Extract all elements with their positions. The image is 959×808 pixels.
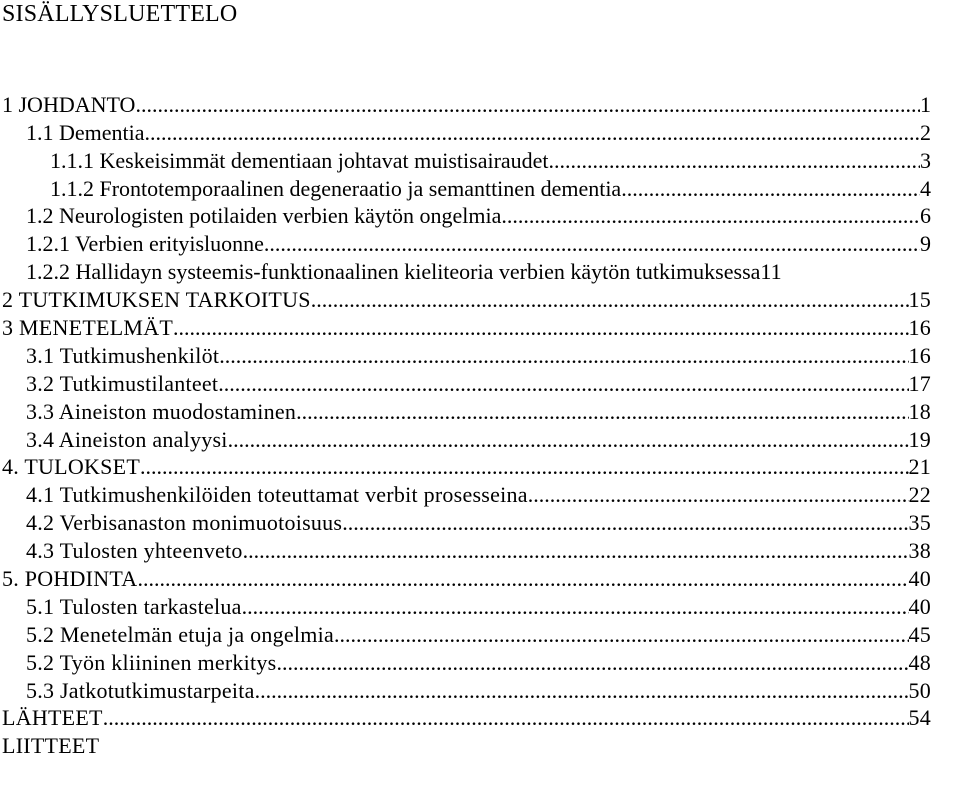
toc-entry-page: 6 [920, 203, 931, 229]
toc-entry-label: 5.2 Menetelmän etuja ja ongelmia [26, 621, 334, 647]
toc-leader-dots [228, 426, 909, 453]
toc-entry-page: 50 [908, 677, 931, 703]
toc-entry-jatkotutkimustarpeita[interactable] [0, 676, 959, 704]
toc-entry-page: 38 [908, 538, 931, 564]
toc-leader-dots [264, 230, 920, 257]
toc-entry-page: 11 [760, 259, 782, 285]
toc-entry-etuja-ongelmia[interactable] [0, 620, 959, 648]
toc-entry-label: 5.1 Tulosten tarkastelua [26, 593, 242, 619]
toc-entry-page: 40 [908, 593, 931, 619]
toc-entry-label: 2 TUTKIMUKSEN TARKOITUS [2, 287, 311, 313]
toc-entry-aineiston-analyysi[interactable] [0, 425, 959, 453]
toc-entry-frontotemporaalinen[interactable] [0, 174, 959, 202]
toc-entry-label: LIITTEET [2, 733, 100, 759]
toc-entry-verbien-kaytto[interactable] [0, 202, 959, 230]
toc-leader-dots [342, 509, 908, 536]
toc-entry-page: 2 [920, 119, 931, 145]
toc-leader-dots [255, 677, 909, 704]
toc-leader-dots [103, 704, 909, 731]
page-title: SISÄLLYSLUETTELO [2, 1, 238, 27]
toc-leader-dots [334, 621, 909, 648]
toc-entry-aineiston-muodostaminen[interactable] [0, 397, 959, 425]
toc-entry-tarkastelua[interactable] [0, 592, 959, 620]
toc-entry-page: 48 [908, 649, 931, 675]
toc-entry-label: 1.1 Dementia [26, 119, 145, 145]
toc-entry-label: 3.1 Tutkimushenkilöt [26, 342, 220, 368]
toc-entry-page: 9 [920, 231, 931, 257]
toc-entry-dementia[interactable] [0, 118, 959, 146]
toc-entry-label: 4.2 Verbisanaston monimuotoisuus [26, 510, 343, 536]
toc-entry-muistisairaudet[interactable] [0, 146, 959, 174]
toc-entry-page: 54 [908, 705, 931, 731]
toc-leader-dots [145, 119, 920, 146]
toc-entry-prosesseina[interactable] [0, 480, 959, 508]
toc-entry-page: 35 [908, 510, 931, 536]
toc-entry-page: 16 [908, 342, 931, 368]
toc-entry-label: 5.3 Jatkotutkimustarpeita [26, 677, 255, 703]
toc-entry-erityisluonne[interactable] [0, 229, 959, 257]
toc-entry-tarkoitus[interactable] [0, 285, 959, 313]
toc-entry-label: 3 MENETELMÄT [2, 315, 174, 341]
toc-entry-page: 18 [908, 398, 931, 424]
toc-leader-dots [242, 593, 909, 620]
toc-entry-label: LÄHTEET [2, 705, 103, 731]
toc-entry-label: 1 JOHDANTO [2, 91, 136, 117]
toc-entry-pohdinta[interactable] [0, 564, 959, 592]
toc-entry-page: 22 [908, 482, 931, 508]
toc-entry-page: 1 [920, 91, 931, 117]
toc-entry-label: 3.4 Aineiston analyysi [26, 426, 228, 452]
toc-leader-dots [218, 370, 908, 397]
toc-leader-dots [296, 398, 908, 425]
toc-leader-dots [135, 91, 920, 118]
toc-entry-page: 16 [908, 315, 931, 341]
toc-entry-label: 1.1.2 Frontotemporaalinen degeneraatio ja semanttinen dementia [50, 175, 622, 201]
toc-leader-dots [621, 175, 920, 202]
toc-entry-page: 15 [908, 287, 931, 313]
toc-leader-dots [549, 147, 920, 174]
toc-entry-label: 5. POHDINTA [2, 566, 138, 592]
toc-leader-dots [173, 314, 908, 341]
table-of-contents [0, 90, 959, 759]
toc-leader-dots [219, 342, 908, 369]
toc-entry-lahteet[interactable] [0, 704, 959, 732]
toc-entry-yhteenveto[interactable] [0, 536, 959, 564]
toc-entry-page: 4 [920, 175, 931, 201]
toc-leader-dots [137, 565, 908, 592]
toc-entry-label: 1.1.1 Keskeisimmät dementiaan johtavat muistisairaudet [50, 147, 549, 173]
toc-entry-tulokset[interactable] [0, 453, 959, 481]
toc-entry-label: 4. TULOKSET [2, 454, 141, 480]
toc-entry-monimuotoisuus[interactable] [0, 508, 959, 536]
toc-entry-label: 1.2.2 Hallidayn systeemis-funktionaalinen kieliteoria verbien käytön tutkimuksessa [26, 259, 761, 285]
toc-leader-dots [276, 649, 908, 676]
toc-entry-johdanto[interactable] [0, 90, 959, 118]
toc-entry-label: 5.2 Työn kliininen merkitys [26, 649, 277, 675]
toc-entry-label: 4.3 Tulosten yhteenveto [26, 538, 243, 564]
toc-entry-page: 45 [908, 621, 931, 647]
toc-entry-label: 1.2.1 Verbien erityisluonne [26, 231, 264, 257]
toc-entry-menetelmat[interactable] [0, 313, 959, 341]
toc-entry-tutkimustilanteet[interactable] [0, 369, 959, 397]
toc-entry-liitteet[interactable] [0, 731, 959, 759]
toc-leader-dots [140, 453, 908, 480]
toc-entry-label: 3.2 Tutkimustilanteet [26, 370, 219, 396]
toc-entry-halliday[interactable] [0, 257, 959, 285]
toc-leader-dots [528, 481, 909, 508]
toc-entry-page: 3 [920, 147, 931, 173]
toc-entry-page: 17 [908, 370, 931, 396]
toc-entry-tutkimushenkilot[interactable] [0, 341, 959, 369]
toc-entry-label: 4.1 Tutkimushenkilöiden toteuttamat verbit prosesseina [26, 482, 528, 508]
toc-leader-dots [311, 286, 909, 313]
toc-entry-page: 19 [908, 426, 931, 452]
toc-entry-page: 21 [908, 454, 931, 480]
toc-entry-label: 1.2 Neurologisten potilaiden verbien käytön ongelmia [26, 203, 502, 229]
toc-leader-dots [243, 537, 909, 564]
toc-leader-dots [501, 202, 920, 229]
toc-entry-kliininen-merkitys[interactable] [0, 648, 959, 676]
toc-entry-label: 3.3 Aineiston muodostaminen [26, 398, 297, 424]
toc-entry-page: 40 [908, 566, 931, 592]
